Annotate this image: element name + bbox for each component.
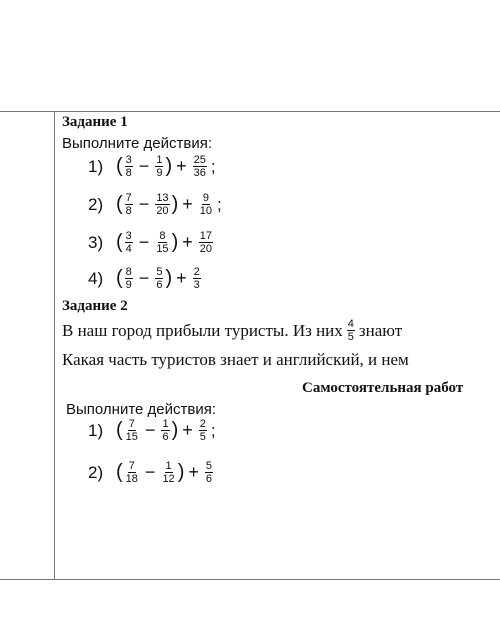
numerator: 17 [199,230,212,242]
open-paren: ( [116,267,123,289]
denominator: 9 [125,279,132,291]
numerator: 1 [162,418,169,430]
numerator: 2 [199,418,206,430]
open-paren: ( [116,231,123,253]
denominator: 10 [199,205,212,217]
item-number: 4) [88,268,104,288]
plus-sign: + [182,232,193,252]
denominator: 18 [125,473,138,485]
task2-fraction-numerator: 4 [347,318,354,330]
open-paren: ( [116,461,123,483]
minus-sign: − [138,156,150,176]
denominator: 9 [156,167,163,179]
denominator: 15 [156,243,169,255]
denominator: 6 [205,473,212,485]
fraction-second [155,192,169,217]
task1-instruction: Выполните действия: [62,135,213,152]
expression-line [88,266,205,291]
open-paren: ( [116,193,123,215]
numerator: 8 [159,230,166,242]
fraction-first [125,266,133,291]
numerator: 5 [205,460,212,472]
close-paren: ) [171,193,179,215]
numerator: 25 [193,154,206,166]
plus-sign: + [182,420,193,440]
task2-line1-text: В наш город прибыли туристы. Из них [62,320,343,340]
fraction-first [125,154,133,179]
numerator: 9 [202,192,209,204]
minus-sign: − [138,268,150,288]
table-column-divider [54,111,55,579]
numerator: 3 [125,230,132,242]
terminator: ; [210,156,216,176]
close-paren: ) [165,155,173,177]
fraction-second [155,230,169,255]
denominator: 6 [156,279,163,291]
expression-line [88,230,217,255]
task2-line1 [62,318,402,343]
task2-fraction-denominator: 5 [347,331,354,343]
denominator: 5 [199,431,206,443]
fraction-first [125,230,133,255]
fraction-first [125,418,139,443]
open-paren: ( [116,155,123,177]
plus-sign: + [176,268,187,288]
item-number: 1) [88,420,104,440]
expression-line [88,460,217,485]
fraction-third [205,460,213,485]
numerator: 7 [128,418,135,430]
item-number: 1) [88,156,104,176]
denominator: 20 [156,205,169,217]
numerator: 13 [156,192,169,204]
item-number: 2) [88,194,104,214]
minus-sign: − [144,420,156,440]
task2-title: Задание 2 [62,298,128,314]
plus-sign: + [182,194,193,214]
numerator: 7 [128,460,135,472]
fraction-second [155,154,163,179]
expression-line [88,154,216,179]
close-paren: ) [171,419,179,441]
denominator: 8 [125,167,132,179]
fraction-second [161,418,169,443]
denominator: 15 [125,431,138,443]
denominator: 6 [162,431,169,443]
minus-sign: − [138,232,150,252]
fraction-first [125,460,139,485]
task2-line1-end: знают [358,320,403,340]
task1-title: Задание 1 [62,114,128,130]
item-number: 3) [88,232,104,252]
minus-sign: − [144,462,156,482]
item-number: 2) [88,462,104,482]
terminator: ; [210,420,216,440]
task2-line2: Какая часть туристов знает и английский, и нем [62,350,409,369]
numerator: 2 [193,266,200,278]
denominator: 8 [125,205,132,217]
task2-fraction [347,318,355,343]
open-paren: ( [116,419,123,441]
terminator: ; [217,194,222,214]
denominator: 12 [162,473,175,485]
fraction-third [193,154,207,179]
worksheet-content [62,114,500,579]
numerator: 1 [165,460,172,472]
fraction-third [199,230,213,255]
denominator: 36 [193,167,206,179]
independent-instruction: Выполните действия: [66,401,217,418]
fraction-third [199,418,207,443]
plus-sign: + [176,156,187,176]
numerator: 7 [125,192,132,204]
fraction-first [125,192,133,217]
numerator: 8 [125,266,132,278]
minus-sign: − [138,194,150,214]
expression-line [88,418,216,443]
fraction-second [161,460,175,485]
denominator: 3 [193,279,200,291]
plus-sign: + [188,462,199,482]
fraction-second [155,266,163,291]
numerator: 3 [125,154,132,166]
fraction-third [199,192,213,217]
numerator: 1 [156,154,163,166]
denominator: 4 [125,243,132,255]
close-paren: ) [171,231,179,253]
numerator: 5 [156,266,163,278]
close-paren: ) [165,267,173,289]
close-paren: ) [177,461,185,483]
denominator: 20 [199,243,212,255]
expression-line [88,192,222,217]
independent-work-title: Самостоятельная работ [302,380,464,396]
fraction-third [193,266,201,291]
table-bottom-border [0,579,500,580]
table-top-border [0,111,500,112]
